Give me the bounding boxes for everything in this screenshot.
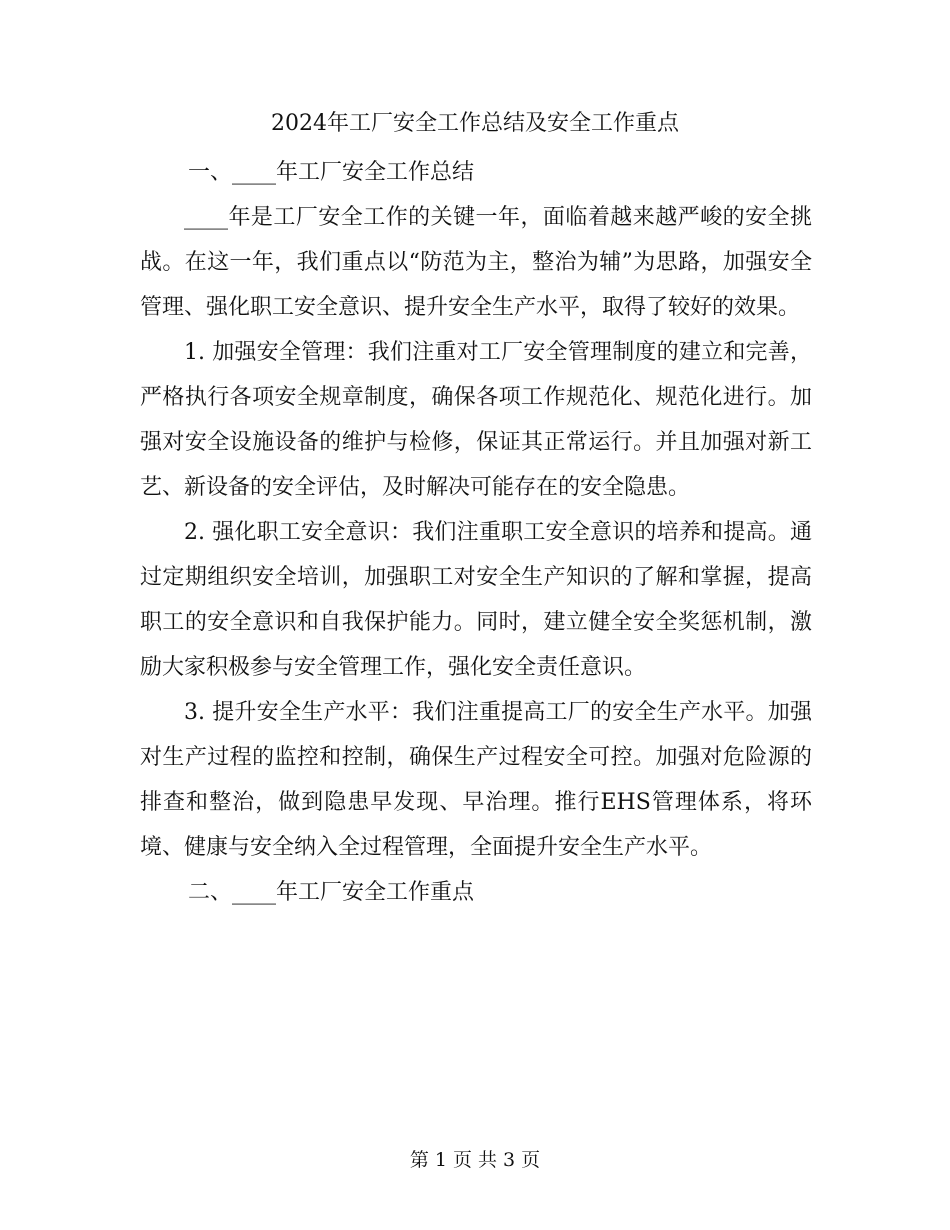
paragraph-item-3: 3. 提升安全生产水平：我们注重提高工厂的安全生产水平。加强对生产过程的监控和控制，确保生产过程安全可控。加强对危险源的排查和整治，做到隐患早发现、早治理。推行EHS管理体系，将环境、健康与安全纳入全过程管理，全面提升安全生产水平。 bbox=[140, 700, 812, 860]
document-body bbox=[140, 150, 812, 915]
document-title: 2024年工厂安全工作总结及安全工作重点 bbox=[271, 111, 679, 136]
paragraph-item-2: 2. 强化职工安全意识：我们注重职工安全意识的培养和提高。通过定期组织安全培训，加强职工对安全生产知识的了解和掌握，提高职工的安全意识和自我保护能力。同时，建立健全安全奖惩机制，激励大家积极参与安全管理工作，强化安全责任意识。 bbox=[140, 520, 812, 680]
paragraph-item-1: 1. 加强安全管理：我们注重对工厂安全管理制度的建立和完善，严格执行各项安全规章制度，确保各项工作规范化、规范化进行。加强对安全设施设备的维护与检修，保证其正常运行。并且加强对新工艺、新设备的安全评估，及时解决可能存在的安全隐患。 bbox=[140, 340, 812, 500]
section-heading-1: 一、____年工厂安全工作总结 bbox=[188, 160, 475, 185]
page-number-footer: 第 1 页 共 3 页 bbox=[409, 1149, 541, 1171]
section-heading-2: 二、____年工厂安全工作重点 bbox=[188, 880, 475, 905]
paragraph-intro: ____年是工厂安全工作的关键一年，面临着越来越严峻的安全挑战。在这一年，我们重点以“防范为主，整治为辅”为思路，加强安全管理、强化职工安全意识、提升安全生产水平，取得了较好的效果。 bbox=[140, 205, 812, 320]
